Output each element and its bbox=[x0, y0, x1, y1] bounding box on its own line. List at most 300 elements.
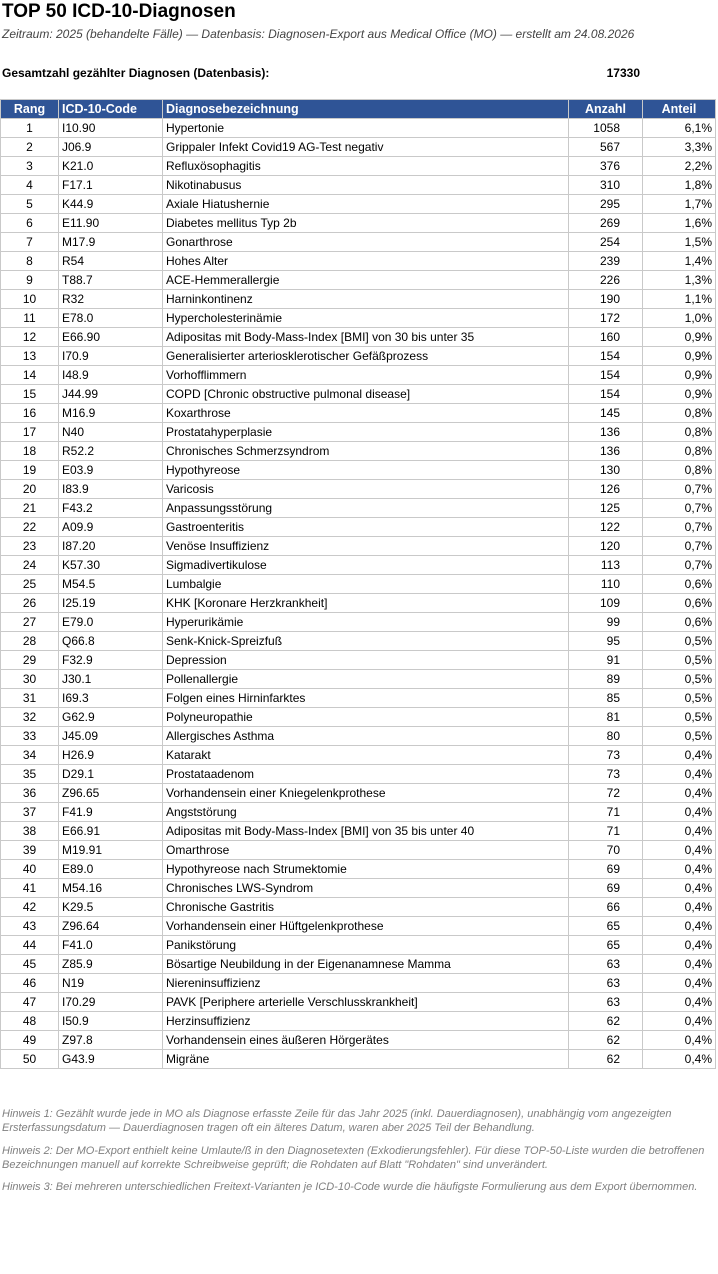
cell-share: 1,7% bbox=[643, 195, 716, 214]
table-row bbox=[1, 518, 716, 537]
table-row bbox=[1, 176, 716, 195]
cell-diagnosis: Depression bbox=[163, 651, 569, 670]
table-row bbox=[1, 423, 716, 442]
cell-share: 0,4% bbox=[643, 746, 716, 765]
cell-diagnosis: Migräne bbox=[163, 1050, 569, 1069]
cell-rang: 49 bbox=[1, 1031, 59, 1050]
cell-icd-code: J45.09 bbox=[59, 727, 163, 746]
table-row bbox=[1, 214, 716, 233]
cell-count: 62 bbox=[569, 1012, 643, 1031]
cell-diagnosis: Herzinsuffizienz bbox=[163, 1012, 569, 1031]
cell-diagnosis: Vorhandensein einer Kniegelenkprothese bbox=[163, 784, 569, 803]
cell-icd-code: I48.9 bbox=[59, 366, 163, 385]
cell-rang: 31 bbox=[1, 689, 59, 708]
cell-diagnosis: Gastroenteritis bbox=[163, 518, 569, 537]
cell-icd-code: E89.0 bbox=[59, 860, 163, 879]
cell-rang: 44 bbox=[1, 936, 59, 955]
cell-diagnosis: Diabetes mellitus Typ 2b bbox=[163, 214, 569, 233]
cell-count: 226 bbox=[569, 271, 643, 290]
cell-icd-code: H26.9 bbox=[59, 746, 163, 765]
cell-rang: 12 bbox=[1, 328, 59, 347]
note-1: Hinweis 1: Gezählt wurde jede in MO als Diagnose erfasste Zeile für das Jahr 2025 (inkl. Dauerdiagnosen), unabhängig vom angezeigten Ersterfassungsdatum — Dauerdiagnosen tragen oft ein älteres Datum, waren aber 2025 Teil der Behandlung. bbox=[2, 1108, 672, 1134]
cell-count: 125 bbox=[569, 499, 643, 518]
cell-diagnosis: Sigmadivertikulose bbox=[163, 556, 569, 575]
table-row bbox=[1, 385, 716, 404]
cell-share: 1,6% bbox=[643, 214, 716, 233]
cell-diagnosis: Venöse Insuffizienz bbox=[163, 537, 569, 556]
cell-count: 190 bbox=[569, 290, 643, 309]
table-row bbox=[1, 480, 716, 499]
cell-diagnosis: Hypothyreose nach Strumektomie bbox=[163, 860, 569, 879]
cell-rang: 30 bbox=[1, 670, 59, 689]
cell-diagnosis: Chronisches LWS-Syndrom bbox=[163, 879, 569, 898]
cell-rang: 13 bbox=[1, 347, 59, 366]
cell-diagnosis: Hohes Alter bbox=[163, 252, 569, 271]
cell-share: 0,5% bbox=[643, 708, 716, 727]
cell-share: 0,7% bbox=[643, 537, 716, 556]
cell-count: 71 bbox=[569, 803, 643, 822]
header-icd-code: ICD-10-Code bbox=[59, 100, 163, 119]
cell-count: 81 bbox=[569, 708, 643, 727]
cell-share: 0,4% bbox=[643, 765, 716, 784]
cell-diagnosis: Refluxösophagitis bbox=[163, 157, 569, 176]
cell-share: 0,8% bbox=[643, 404, 716, 423]
table-row bbox=[1, 594, 716, 613]
cell-diagnosis: Angststörung bbox=[163, 803, 569, 822]
cell-diagnosis: Varicosis bbox=[163, 480, 569, 499]
cell-count: 154 bbox=[569, 385, 643, 404]
cell-diagnosis: PAVK [Periphere arterielle Verschlusskrankheit] bbox=[163, 993, 569, 1012]
cell-rang: 47 bbox=[1, 993, 59, 1012]
cell-count: 376 bbox=[569, 157, 643, 176]
cell-rang: 29 bbox=[1, 651, 59, 670]
cell-rang: 36 bbox=[1, 784, 59, 803]
cell-rang: 1 bbox=[1, 119, 59, 138]
cell-diagnosis: Vorhandensein einer Hüftgelenkprothese bbox=[163, 917, 569, 936]
cell-count: 567 bbox=[569, 138, 643, 157]
cell-icd-code: I87.20 bbox=[59, 537, 163, 556]
cell-diagnosis: Polyneuropathie bbox=[163, 708, 569, 727]
cell-share: 0,5% bbox=[643, 651, 716, 670]
cell-share: 3,3% bbox=[643, 138, 716, 157]
header-rang: Rang bbox=[1, 100, 59, 119]
cell-diagnosis: Bösartige Neubildung in der Eigenanamnese Mamma bbox=[163, 955, 569, 974]
table-row bbox=[1, 309, 716, 328]
header-share: Anteil bbox=[643, 100, 716, 119]
cell-count: 65 bbox=[569, 936, 643, 955]
cell-share: 0,7% bbox=[643, 518, 716, 537]
cell-icd-code: K29.5 bbox=[59, 898, 163, 917]
table-row bbox=[1, 119, 716, 138]
cell-icd-code: Z97.8 bbox=[59, 1031, 163, 1050]
cell-icd-code: Z85.9 bbox=[59, 955, 163, 974]
table-row bbox=[1, 746, 716, 765]
cell-icd-code: M54.16 bbox=[59, 879, 163, 898]
cell-share: 6,1% bbox=[643, 119, 716, 138]
cell-icd-code: I69.3 bbox=[59, 689, 163, 708]
cell-rang: 43 bbox=[1, 917, 59, 936]
cell-icd-code: K44.9 bbox=[59, 195, 163, 214]
report-subtitle: Zeitraum: 2025 (behandelte Fälle) — Datenbasis: Diagnosen-Export aus Medical Office (MO) — erstellt am 24.08.2026 bbox=[2, 27, 635, 41]
cell-icd-code: N40 bbox=[59, 423, 163, 442]
table-row bbox=[1, 955, 716, 974]
cell-rang: 6 bbox=[1, 214, 59, 233]
cell-count: 73 bbox=[569, 746, 643, 765]
table-row bbox=[1, 670, 716, 689]
table-row bbox=[1, 708, 716, 727]
cell-rang: 18 bbox=[1, 442, 59, 461]
cell-rang: 9 bbox=[1, 271, 59, 290]
cell-rang: 3 bbox=[1, 157, 59, 176]
cell-count: 113 bbox=[569, 556, 643, 575]
cell-icd-code: M17.9 bbox=[59, 233, 163, 252]
table-row bbox=[1, 784, 716, 803]
cell-rang: 46 bbox=[1, 974, 59, 993]
cell-diagnosis: Gonarthrose bbox=[163, 233, 569, 252]
cell-rang: 17 bbox=[1, 423, 59, 442]
cell-count: 122 bbox=[569, 518, 643, 537]
report-title: TOP 50 ICD-10-Diagnosen bbox=[2, 1, 236, 22]
cell-share: 1,0% bbox=[643, 309, 716, 328]
cell-diagnosis: Hypercholesterinämie bbox=[163, 309, 569, 328]
cell-icd-code: G62.9 bbox=[59, 708, 163, 727]
cell-icd-code: J30.1 bbox=[59, 670, 163, 689]
cell-icd-code: E11.90 bbox=[59, 214, 163, 233]
cell-share: 1,4% bbox=[643, 252, 716, 271]
table-row bbox=[1, 974, 716, 993]
cell-share: 0,4% bbox=[643, 936, 716, 955]
table-row bbox=[1, 195, 716, 214]
table-row bbox=[1, 556, 716, 575]
cell-rang: 23 bbox=[1, 537, 59, 556]
cell-count: 80 bbox=[569, 727, 643, 746]
cell-count: 172 bbox=[569, 309, 643, 328]
cell-share: 0,6% bbox=[643, 613, 716, 632]
cell-diagnosis: Harninkontinenz bbox=[163, 290, 569, 309]
cell-share: 0,4% bbox=[643, 1012, 716, 1031]
cell-share: 0,4% bbox=[643, 879, 716, 898]
cell-rang: 28 bbox=[1, 632, 59, 651]
cell-diagnosis: Hypothyreose bbox=[163, 461, 569, 480]
cell-share: 0,8% bbox=[643, 423, 716, 442]
cell-diagnosis: ACE-Hemmerallergie bbox=[163, 271, 569, 290]
cell-icd-code: I25.19 bbox=[59, 594, 163, 613]
cell-rang: 15 bbox=[1, 385, 59, 404]
cell-count: 154 bbox=[569, 347, 643, 366]
cell-icd-code: F41.0 bbox=[59, 936, 163, 955]
cell-share: 0,4% bbox=[643, 955, 716, 974]
cell-diagnosis: Chronische Gastritis bbox=[163, 898, 569, 917]
cell-count: 310 bbox=[569, 176, 643, 195]
cell-rang: 21 bbox=[1, 499, 59, 518]
table-header-row bbox=[1, 100, 716, 119]
table-row bbox=[1, 138, 716, 157]
cell-rang: 19 bbox=[1, 461, 59, 480]
table-row bbox=[1, 632, 716, 651]
table-row bbox=[1, 233, 716, 252]
cell-share: 0,5% bbox=[643, 632, 716, 651]
table-row bbox=[1, 271, 716, 290]
cell-share: 1,5% bbox=[643, 233, 716, 252]
cell-share: 0,4% bbox=[643, 860, 716, 879]
cell-count: 71 bbox=[569, 822, 643, 841]
cell-icd-code: M54.5 bbox=[59, 575, 163, 594]
cell-count: 91 bbox=[569, 651, 643, 670]
cell-share: 0,5% bbox=[643, 727, 716, 746]
cell-count: 65 bbox=[569, 917, 643, 936]
cell-icd-code: I10.90 bbox=[59, 119, 163, 138]
cell-icd-code: T88.7 bbox=[59, 271, 163, 290]
cell-share: 2,2% bbox=[643, 157, 716, 176]
cell-icd-code: N19 bbox=[59, 974, 163, 993]
cell-icd-code: G43.9 bbox=[59, 1050, 163, 1069]
cell-diagnosis: Lumbalgie bbox=[163, 575, 569, 594]
cell-diagnosis: Grippaler Infekt Covid19 AG-Test negativ bbox=[163, 138, 569, 157]
cell-share: 1,8% bbox=[643, 176, 716, 195]
cell-rang: 2 bbox=[1, 138, 59, 157]
table-row bbox=[1, 613, 716, 632]
cell-share: 0,4% bbox=[643, 993, 716, 1012]
cell-share: 0,8% bbox=[643, 442, 716, 461]
cell-rang: 25 bbox=[1, 575, 59, 594]
cell-icd-code: F41.9 bbox=[59, 803, 163, 822]
cell-share: 0,4% bbox=[643, 822, 716, 841]
cell-rang: 5 bbox=[1, 195, 59, 214]
cell-count: 110 bbox=[569, 575, 643, 594]
cell-icd-code: A09.9 bbox=[59, 518, 163, 537]
cell-count: 126 bbox=[569, 480, 643, 499]
cell-diagnosis: Anpassungsstörung bbox=[163, 499, 569, 518]
total-diagnoses-value: 17330 bbox=[606, 66, 640, 80]
cell-rang: 26 bbox=[1, 594, 59, 613]
cell-count: 63 bbox=[569, 993, 643, 1012]
table-row bbox=[1, 1012, 716, 1031]
cell-rang: 38 bbox=[1, 822, 59, 841]
cell-share: 0,9% bbox=[643, 328, 716, 347]
cell-rang: 35 bbox=[1, 765, 59, 784]
cell-diagnosis: Adipositas mit Body-Mass-Index [BMI] von 35 bis unter 40 bbox=[163, 822, 569, 841]
cell-count: 130 bbox=[569, 461, 643, 480]
cell-diagnosis: Chronisches Schmerzsyndrom bbox=[163, 442, 569, 461]
cell-icd-code: F17.1 bbox=[59, 176, 163, 195]
cell-icd-code: J06.9 bbox=[59, 138, 163, 157]
note-2: Hinweis 2: Der MO-Export enthielt keine Umlaute/ß in den Diagnosetexten (Exkodierungsfehler). Für diese TOP-50-Liste wurden die betroffenen Bezeichnungen manuell auf korrekte Schreibweise geprüft; die Rohdaten auf Blatt "Rohdaten" sind unverändert. bbox=[2, 1145, 705, 1171]
cell-share: 0,6% bbox=[643, 575, 716, 594]
cell-count: 85 bbox=[569, 689, 643, 708]
cell-rang: 37 bbox=[1, 803, 59, 822]
cell-diagnosis: Hyperurikämie bbox=[163, 613, 569, 632]
cell-icd-code: E79.0 bbox=[59, 613, 163, 632]
cell-icd-code: I70.9 bbox=[59, 347, 163, 366]
cell-rang: 32 bbox=[1, 708, 59, 727]
cell-count: 73 bbox=[569, 765, 643, 784]
cell-diagnosis: Niereninsuffizienz bbox=[163, 974, 569, 993]
cell-share: 0,9% bbox=[643, 366, 716, 385]
cell-count: 154 bbox=[569, 366, 643, 385]
cell-rang: 48 bbox=[1, 1012, 59, 1031]
cell-share: 0,4% bbox=[643, 1031, 716, 1050]
cell-diagnosis: Panikstörung bbox=[163, 936, 569, 955]
table-row bbox=[1, 1050, 716, 1069]
cell-icd-code: I70.29 bbox=[59, 993, 163, 1012]
table-row bbox=[1, 1031, 716, 1050]
cell-icd-code: Z96.64 bbox=[59, 917, 163, 936]
cell-count: 72 bbox=[569, 784, 643, 803]
cell-diagnosis: Vorhandensein eines äußeren Hörgerätes bbox=[163, 1031, 569, 1050]
cell-rang: 39 bbox=[1, 841, 59, 860]
cell-diagnosis: Vorhofflimmern bbox=[163, 366, 569, 385]
table-body bbox=[1, 119, 716, 1069]
cell-share: 1,1% bbox=[643, 290, 716, 309]
cell-diagnosis: Koxarthrose bbox=[163, 404, 569, 423]
cell-icd-code: J44.99 bbox=[59, 385, 163, 404]
table-row bbox=[1, 689, 716, 708]
cell-share: 0,4% bbox=[643, 917, 716, 936]
table-row bbox=[1, 993, 716, 1012]
note-3: Hinweis 3: Bei mehreren unterschiedlichen Freitext-Varianten je ICD-10-Code wurde die häufigste Formulierung aus dem Export übernommen. bbox=[2, 1181, 698, 1193]
cell-count: 62 bbox=[569, 1050, 643, 1069]
cell-count: 109 bbox=[569, 594, 643, 613]
cell-count: 254 bbox=[569, 233, 643, 252]
table-row bbox=[1, 537, 716, 556]
cell-rang: 34 bbox=[1, 746, 59, 765]
cell-rang: 42 bbox=[1, 898, 59, 917]
cell-icd-code: M16.9 bbox=[59, 404, 163, 423]
cell-diagnosis: Folgen eines Hirninfarktes bbox=[163, 689, 569, 708]
cell-count: 66 bbox=[569, 898, 643, 917]
cell-diagnosis: Pollenallergie bbox=[163, 670, 569, 689]
cell-rang: 4 bbox=[1, 176, 59, 195]
cell-icd-code: I83.9 bbox=[59, 480, 163, 499]
cell-rang: 16 bbox=[1, 404, 59, 423]
table-row bbox=[1, 366, 716, 385]
table-row bbox=[1, 157, 716, 176]
table-row bbox=[1, 879, 716, 898]
cell-share: 0,4% bbox=[643, 974, 716, 993]
cell-diagnosis: Nikotinabusus bbox=[163, 176, 569, 195]
cell-icd-code: R54 bbox=[59, 252, 163, 271]
table-row bbox=[1, 727, 716, 746]
cell-share: 0,4% bbox=[643, 1050, 716, 1069]
table-row bbox=[1, 252, 716, 271]
cell-diagnosis: KHK [Koronare Herzkrankheit] bbox=[163, 594, 569, 613]
cell-rang: 11 bbox=[1, 309, 59, 328]
cell-share: 0,7% bbox=[643, 499, 716, 518]
cell-rang: 8 bbox=[1, 252, 59, 271]
total-diagnoses-label: Gesamtzahl gezählter Diagnosen (Datenbasis): bbox=[2, 66, 270, 80]
table-row bbox=[1, 461, 716, 480]
cell-diagnosis: Axiale Hiatushernie bbox=[163, 195, 569, 214]
cell-diagnosis: Omarthrose bbox=[163, 841, 569, 860]
cell-count: 239 bbox=[569, 252, 643, 271]
table-row bbox=[1, 822, 716, 841]
cell-share: 0,9% bbox=[643, 385, 716, 404]
table-row bbox=[1, 765, 716, 784]
cell-count: 95 bbox=[569, 632, 643, 651]
header-count: Anzahl bbox=[569, 100, 643, 119]
table-row bbox=[1, 841, 716, 860]
table-row bbox=[1, 917, 716, 936]
cell-icd-code: E03.9 bbox=[59, 461, 163, 480]
table-row bbox=[1, 442, 716, 461]
cell-diagnosis: Katarakt bbox=[163, 746, 569, 765]
cell-count: 70 bbox=[569, 841, 643, 860]
top50-diagnoses-table bbox=[0, 99, 716, 1069]
cell-rang: 50 bbox=[1, 1050, 59, 1069]
table-row bbox=[1, 803, 716, 822]
cell-diagnosis: Allergisches Asthma bbox=[163, 727, 569, 746]
cell-icd-code: E78.0 bbox=[59, 309, 163, 328]
cell-rang: 41 bbox=[1, 879, 59, 898]
cell-share: 0,6% bbox=[643, 594, 716, 613]
cell-share: 0,7% bbox=[643, 480, 716, 499]
cell-share: 0,4% bbox=[643, 803, 716, 822]
table-row bbox=[1, 328, 716, 347]
cell-count: 269 bbox=[569, 214, 643, 233]
cell-count: 89 bbox=[569, 670, 643, 689]
cell-icd-code: I50.9 bbox=[59, 1012, 163, 1031]
table-row bbox=[1, 936, 716, 955]
cell-rang: 27 bbox=[1, 613, 59, 632]
cell-diagnosis: Senk-Knick-Spreizfuß bbox=[163, 632, 569, 651]
cell-count: 145 bbox=[569, 404, 643, 423]
cell-rang: 33 bbox=[1, 727, 59, 746]
cell-icd-code: Q66.8 bbox=[59, 632, 163, 651]
cell-count: 63 bbox=[569, 955, 643, 974]
table-row bbox=[1, 575, 716, 594]
cell-diagnosis: COPD [Chronic obstructive pulmonal disease] bbox=[163, 385, 569, 404]
cell-rang: 20 bbox=[1, 480, 59, 499]
cell-count: 136 bbox=[569, 442, 643, 461]
cell-icd-code: E66.91 bbox=[59, 822, 163, 841]
cell-share: 0,4% bbox=[643, 784, 716, 803]
cell-rang: 40 bbox=[1, 860, 59, 879]
cell-icd-code: F43.2 bbox=[59, 499, 163, 518]
cell-share: 0,7% bbox=[643, 556, 716, 575]
cell-icd-code: M19.91 bbox=[59, 841, 163, 860]
table-row bbox=[1, 651, 716, 670]
cell-diagnosis: Prostatahyperplasie bbox=[163, 423, 569, 442]
cell-icd-code: K21.0 bbox=[59, 157, 163, 176]
cell-share: 0,9% bbox=[643, 347, 716, 366]
cell-icd-code: Z96.65 bbox=[59, 784, 163, 803]
cell-icd-code: F32.9 bbox=[59, 651, 163, 670]
cell-share: 0,5% bbox=[643, 689, 716, 708]
header-diagnosis: Diagnosebezeichnung bbox=[163, 100, 569, 119]
cell-rang: 22 bbox=[1, 518, 59, 537]
cell-count: 136 bbox=[569, 423, 643, 442]
cell-icd-code: R52.2 bbox=[59, 442, 163, 461]
table-row bbox=[1, 860, 716, 879]
cell-share: 0,5% bbox=[643, 670, 716, 689]
cell-icd-code: K57.30 bbox=[59, 556, 163, 575]
table-row bbox=[1, 898, 716, 917]
cell-diagnosis: Hypertonie bbox=[163, 119, 569, 138]
cell-icd-code: R32 bbox=[59, 290, 163, 309]
cell-diagnosis: Prostataadenom bbox=[163, 765, 569, 784]
cell-count: 69 bbox=[569, 860, 643, 879]
cell-diagnosis: Adipositas mit Body-Mass-Index [BMI] von 30 bis unter 35 bbox=[163, 328, 569, 347]
cell-count: 99 bbox=[569, 613, 643, 632]
cell-rang: 45 bbox=[1, 955, 59, 974]
cell-count: 160 bbox=[569, 328, 643, 347]
cell-share: 0,4% bbox=[643, 841, 716, 860]
cell-rang: 14 bbox=[1, 366, 59, 385]
cell-share: 1,3% bbox=[643, 271, 716, 290]
table-row bbox=[1, 404, 716, 423]
cell-share: 0,4% bbox=[643, 898, 716, 917]
cell-rang: 7 bbox=[1, 233, 59, 252]
